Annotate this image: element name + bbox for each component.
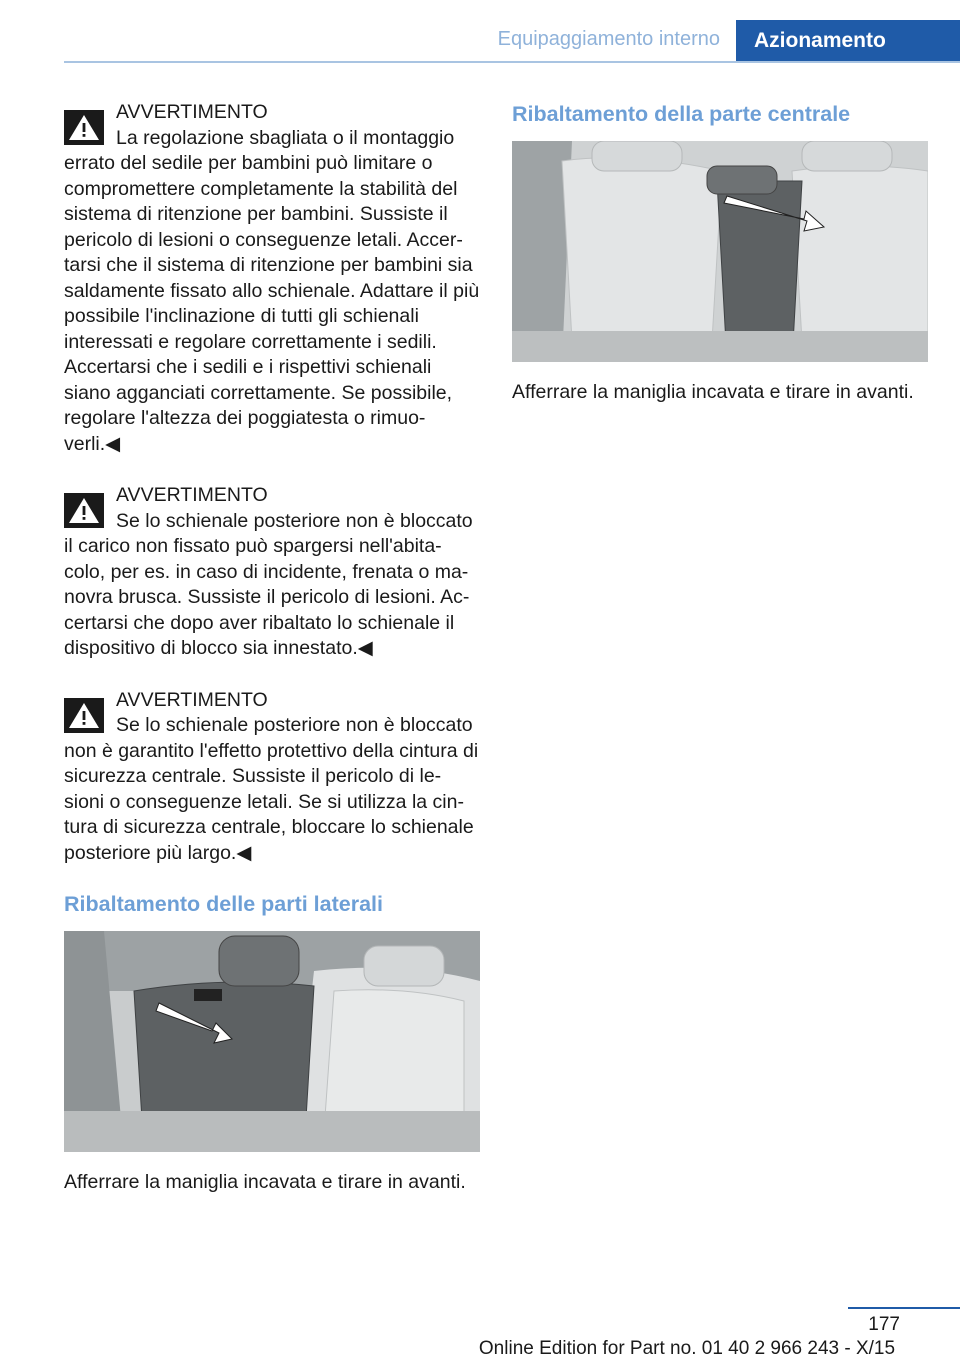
left-column [64,100,480,1195]
warning-text: errato del sedile per bambini può limitare o compromettere completamente la stabilità del sistema di ritenzione per bambini. Sussiste il pericolo di lesioni o conseguenze letali. Accer‐ tarsi che il sistema di ritenzione per bambini sia saldamente fissato allo schienale. Adattare il più possibile l'inclinazione di tutti gli schienali interessati e regolare correttamente i sedili. Accertarsi che i sedili e i rispettivi schienali siano agganciati correttamente. Se possibile, regolare l'altezza dei poggiatesta o rimuo‐ verli.◀ [64,152,480,455]
warning-block [64,688,480,867]
right-column [512,100,928,405]
warning-text-first-line: Se lo schienale posteriore non è bloccato [116,509,473,532]
header-rule [64,61,960,63]
caption-central: Afferrare la maniglia incavata e tirare in avanti. [512,381,914,403]
rear-seat-lateral-fold-illustration [64,931,480,1152]
warning-label: AVVERTIMENTO [116,101,268,123]
section-heading-central: Ribaltamento della parte centrale [512,102,851,126]
warning-text: il carico non fissato può spargersi nell'abita‐ colo, per es. in caso di incidente, frenata o ma‐ novra brusca. Sussiste il pericolo di lesioni. Ac‐ certarsi che dopo aver ribaltato lo schienale il dispositivo di blocco sia innestato.◀ [64,535,470,659]
running-header-section: Equipaggiamento interno [497,28,720,50]
warning-triangle-icon [64,493,104,528]
warning-text: non è garantito l'effetto protettivo della cintura di sicurezza centrale. Sussiste il pericolo di le‐ sioni o conseguenze letali. Se si utilizza la cin‐ tura di sicurezza centrale, bloccare lo schienale posteriore più largo.◀ [64,739,479,864]
page-number: 177 [868,1314,900,1335]
rear-seat-center-fold-illustration [512,141,928,362]
section-heading-lateral: Ribaltamento delle parti laterali [64,892,384,916]
warning-text-first-line: Se lo schienale posteriore non è bloccato [116,714,473,736]
footer-rule [848,1307,960,1309]
warning-label: AVVERTIMENTO [116,484,268,506]
warning-text-first-line: La regolazione sbagliata o il montaggio [116,126,455,149]
warning-label: AVVERTIMENTO [116,688,268,711]
warning-triangle-icon [64,698,104,733]
edition-line: Online Edition for Part no. 01 40 2 966 243 - X/15 [478,1338,896,1359]
caption-lateral: Afferrare la maniglia incavata e tirare in avanti. [64,1171,466,1193]
running-header-chapter-tab: Azionamento [736,20,960,63]
warning-block [64,100,480,457]
warning-triangle-icon [64,110,104,145]
warning-block [64,483,480,662]
